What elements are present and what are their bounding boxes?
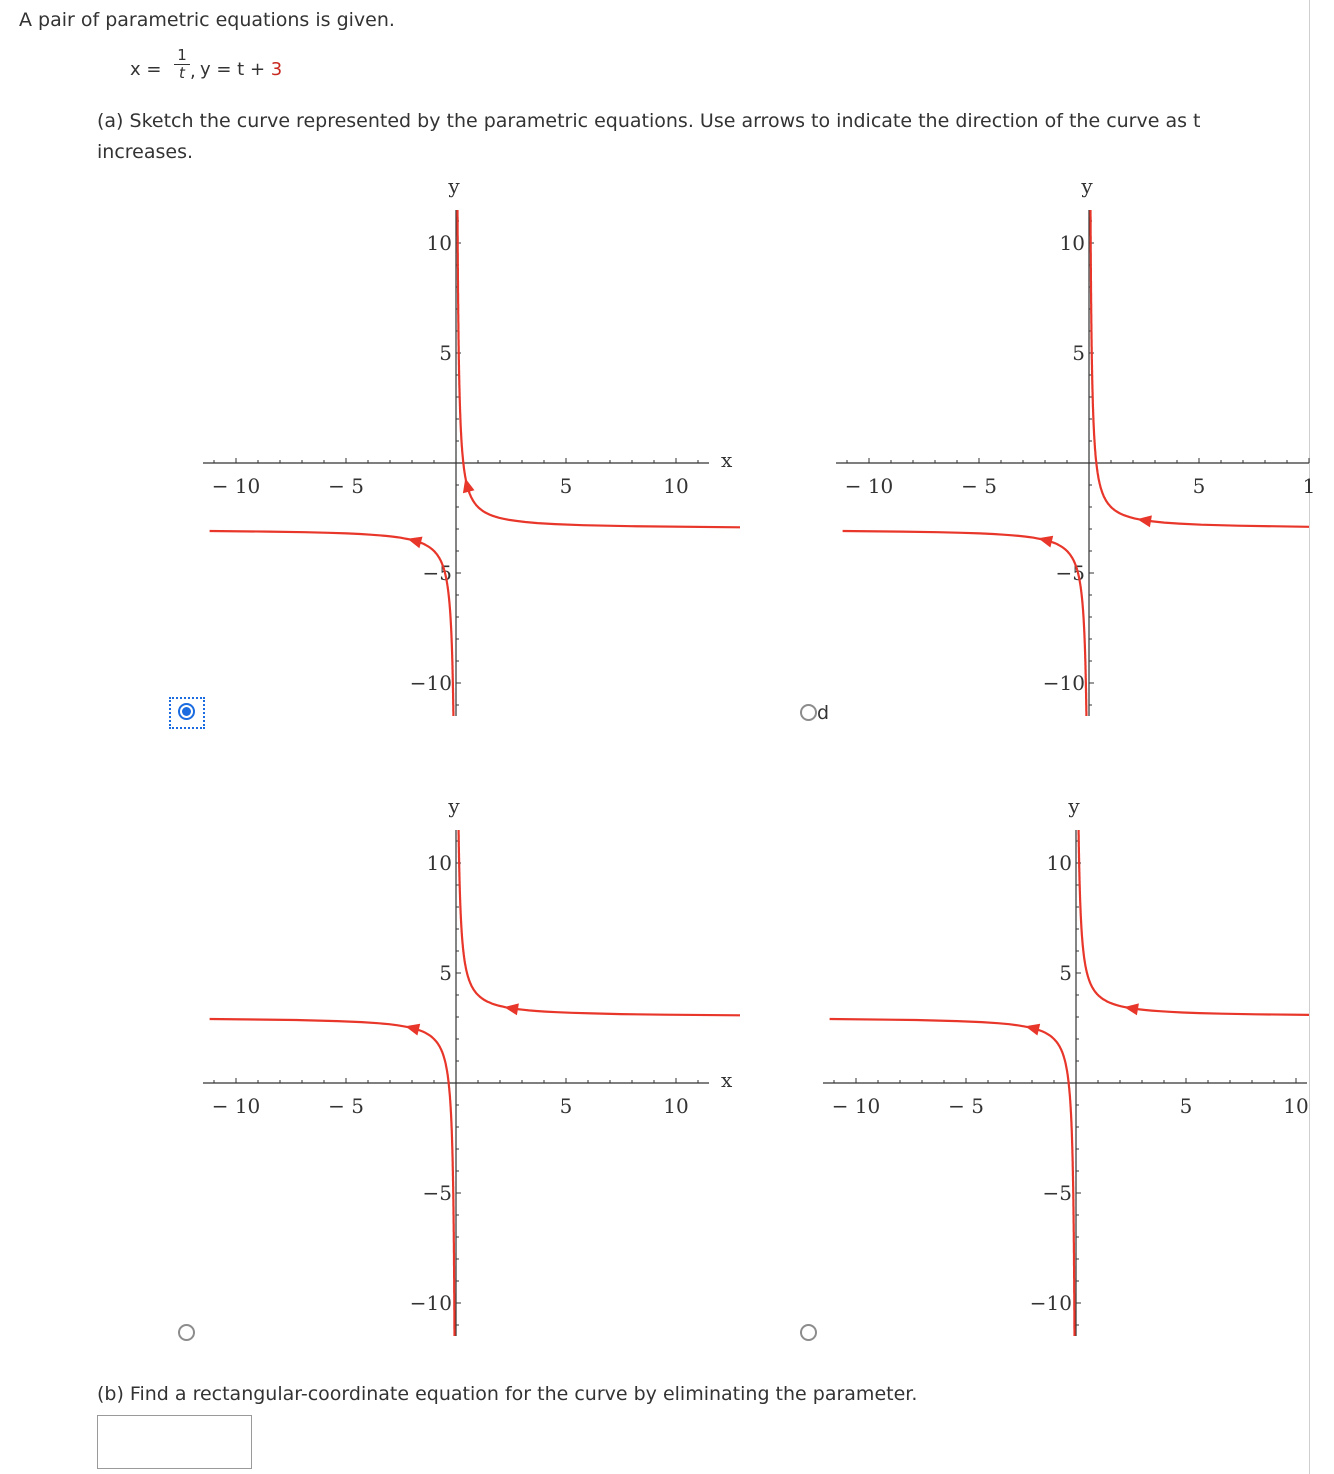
intro-text: A pair of parametric equations is given.	[19, 9, 395, 31]
x-tick-label: 1	[1302, 474, 1316, 498]
x-fraction	[174, 47, 190, 82]
y-tick-label: 10	[426, 851, 452, 875]
x-tick-label: 10	[663, 1094, 689, 1118]
y-tick-label: 5	[439, 961, 452, 985]
x-tick-label: 10	[663, 474, 689, 498]
x-axis-name: x	[721, 1068, 733, 1092]
y-tick-label: −10	[409, 671, 452, 695]
graph-option-a	[180, 175, 740, 725]
graph-option-c	[180, 795, 740, 1345]
direction-arrow-left	[1038, 536, 1053, 548]
y-tick-label: −5	[422, 561, 452, 585]
choice-radio-a[interactable]	[178, 703, 195, 720]
curve-branch-right	[459, 830, 740, 1015]
direction-arrow-right	[504, 1003, 519, 1015]
curve-branch-right	[458, 210, 741, 527]
y-axis-name: y	[448, 794, 460, 818]
curve-branch-left	[210, 1019, 455, 1336]
y-tick-label: −10	[1029, 1291, 1072, 1315]
x-tick-label: − 10	[211, 474, 261, 498]
y-equation	[200, 59, 282, 80]
y-axis-name: y	[448, 174, 460, 198]
x-tick-label: − 5	[328, 1094, 364, 1118]
direction-arrow-right	[463, 478, 475, 493]
x-tick-label: 5	[559, 474, 573, 498]
x-fraction-denominator: t	[179, 64, 185, 82]
x-tick-label: − 10	[211, 1094, 261, 1118]
x-equation-label: x =	[130, 59, 162, 80]
y-tick-label: −5	[1055, 561, 1085, 585]
direction-arrow-right	[1124, 1003, 1139, 1015]
part-b-question: (b) Find a rectangular-coordinate equation for the curve by eliminating the parameter.	[97, 1383, 918, 1405]
x-tick-label: − 5	[961, 474, 997, 498]
choice-radio-b[interactable]	[800, 704, 817, 721]
choice-radio-c[interactable]	[178, 1324, 195, 1341]
x-tick-label: 10	[1283, 1094, 1309, 1118]
answer-input[interactable]	[97, 1415, 252, 1469]
y-tick-label: −5	[1042, 1181, 1072, 1205]
y-tick-label: 10	[1046, 851, 1072, 875]
y-equation-label: y = t +	[200, 59, 266, 80]
y-tick-label: 10	[426, 231, 452, 255]
direction-arrow-left	[405, 1024, 420, 1036]
equation-comma: ,	[190, 61, 196, 82]
x-tick-label: 5	[1192, 474, 1206, 498]
x-tick-label: − 10	[831, 1094, 881, 1118]
y-tick-label: 5	[1072, 341, 1085, 365]
y-tick-label: −10	[409, 1291, 452, 1315]
y-tick-label: −10	[1042, 671, 1085, 695]
y-equation-constant: 3	[270, 59, 283, 80]
choice-label-b: d	[817, 702, 830, 724]
part-a-question: (a) Sketch the curve represented by the parametric equations. Use arrows to indicate the direction of the curve as t increases.	[97, 110, 1201, 163]
x-tick-label: 5	[559, 1094, 573, 1118]
graph-option-d	[805, 795, 1330, 1345]
y-tick-label: 10	[1059, 231, 1085, 255]
choice-radio-d[interactable]	[800, 1324, 817, 1341]
y-axis-name: y	[1068, 794, 1080, 818]
graph-option-b	[805, 175, 1330, 725]
x-axis-name: x	[721, 448, 733, 472]
y-tick-label: 5	[1059, 961, 1072, 985]
x-tick-label: − 5	[328, 474, 364, 498]
y-tick-label: −5	[422, 1181, 452, 1205]
y-tick-label: 5	[439, 341, 452, 365]
x-tick-label: 5	[1179, 1094, 1193, 1118]
x-fraction-numerator: 1	[174, 47, 190, 65]
y-axis-name: y	[1081, 174, 1093, 198]
curve-branch-left	[830, 1019, 1075, 1336]
x-tick-label: − 10	[844, 474, 894, 498]
x-tick-label: − 5	[948, 1094, 984, 1118]
direction-arrow-right	[1137, 515, 1152, 527]
direction-arrow-left	[1025, 1024, 1040, 1036]
curve-branch-right	[1079, 830, 1309, 1015]
